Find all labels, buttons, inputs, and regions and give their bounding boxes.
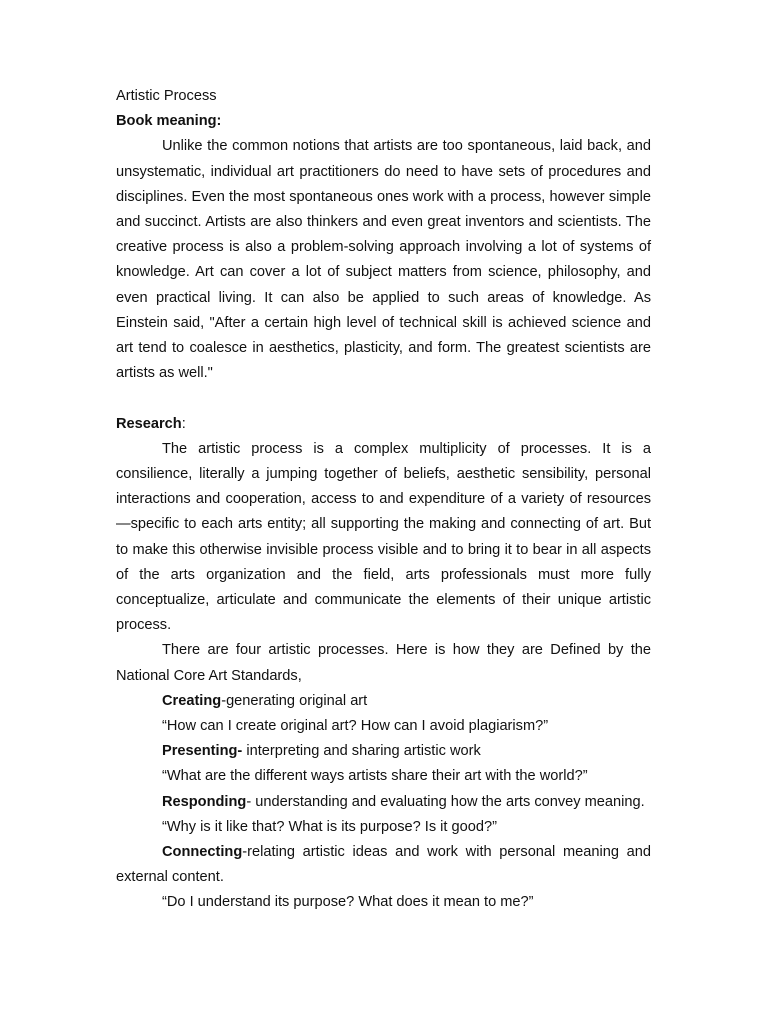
- process-question: “What are the different ways artists share their art with the world?”: [162, 768, 588, 785]
- document-body: [116, 84, 651, 916]
- book-meaning-paragraph: Unlike the common notions that artists are too spontaneous, laid back, and unsystematic, individual art practitioners do need to have sets of procedures and disciplines. Even the most spontaneous ones work with a process, however simple and succinct. Artists are also thinkers and even great inventors and scientists. The creative process is also a problem-solving approach involving a lot of systems of knowledge. Art can cover a lot of subject matters from science, philosophy, and even practical living. It can also be applied to such areas of knowledge. As Einstein said, "After a certain high level of technical skill is achieved science and art tend to coalesce in aesthetics, plasticity, and form. The greatest scientists are artists as well.": [116, 138, 651, 382]
- process-question: “Do I understand its purpose? What does it mean to me?”: [162, 894, 534, 911]
- process-term: Presenting-: [162, 743, 243, 760]
- research-heading-colon: :: [181, 415, 186, 432]
- research-heading: Research: [116, 415, 182, 432]
- process-question: “How can I create original art? How can I avoid plagiarism?”: [162, 718, 549, 735]
- research-heading-line: [116, 412, 651, 437]
- process-definition: -relating artistic ideas and work with personal meaning and external content.: [116, 844, 651, 886]
- process-definition: interpreting and sharing artistic work: [242, 743, 481, 760]
- process-creating: [116, 689, 651, 714]
- research-paragraph: The artistic process is a complex multiplicity of processes. It is a consilience, literally a jumping together of beliefs, aesthetic sensibility, personal interactions and cooperation, access to and expenditure of a variety of resources—specific to each arts entity; all supporting the making and connecting of art. But to make this otherwise invisible process visible and to bring it to bear in all aspects of the arts organization and the field, arts professionals must more fully conceptualize, articulate and communicate the elements of their unique artistic process.: [116, 440, 651, 634]
- process-definition: - understanding and evaluating how the arts convey meaning.: [246, 793, 645, 810]
- process-definition: -generating original art: [221, 692, 368, 709]
- process-question: “Why is it like that? What is its purpose? Is it good?”: [162, 818, 497, 835]
- process-term: Connecting: [162, 844, 243, 861]
- process-responding: [116, 790, 651, 815]
- four-processes-paragraph: There are four artistic processes. Here is how they are Defined by the National Core Art Standards,: [116, 642, 651, 684]
- paragraph-spacer: [116, 386, 651, 411]
- document-title: Artistic Process: [116, 88, 217, 104]
- process-connecting: [116, 840, 651, 890]
- process-presenting: [116, 739, 651, 764]
- book-meaning-heading: Book meaning:: [116, 113, 222, 130]
- process-term: Responding: [162, 793, 247, 810]
- process-term: Creating: [162, 692, 222, 709]
